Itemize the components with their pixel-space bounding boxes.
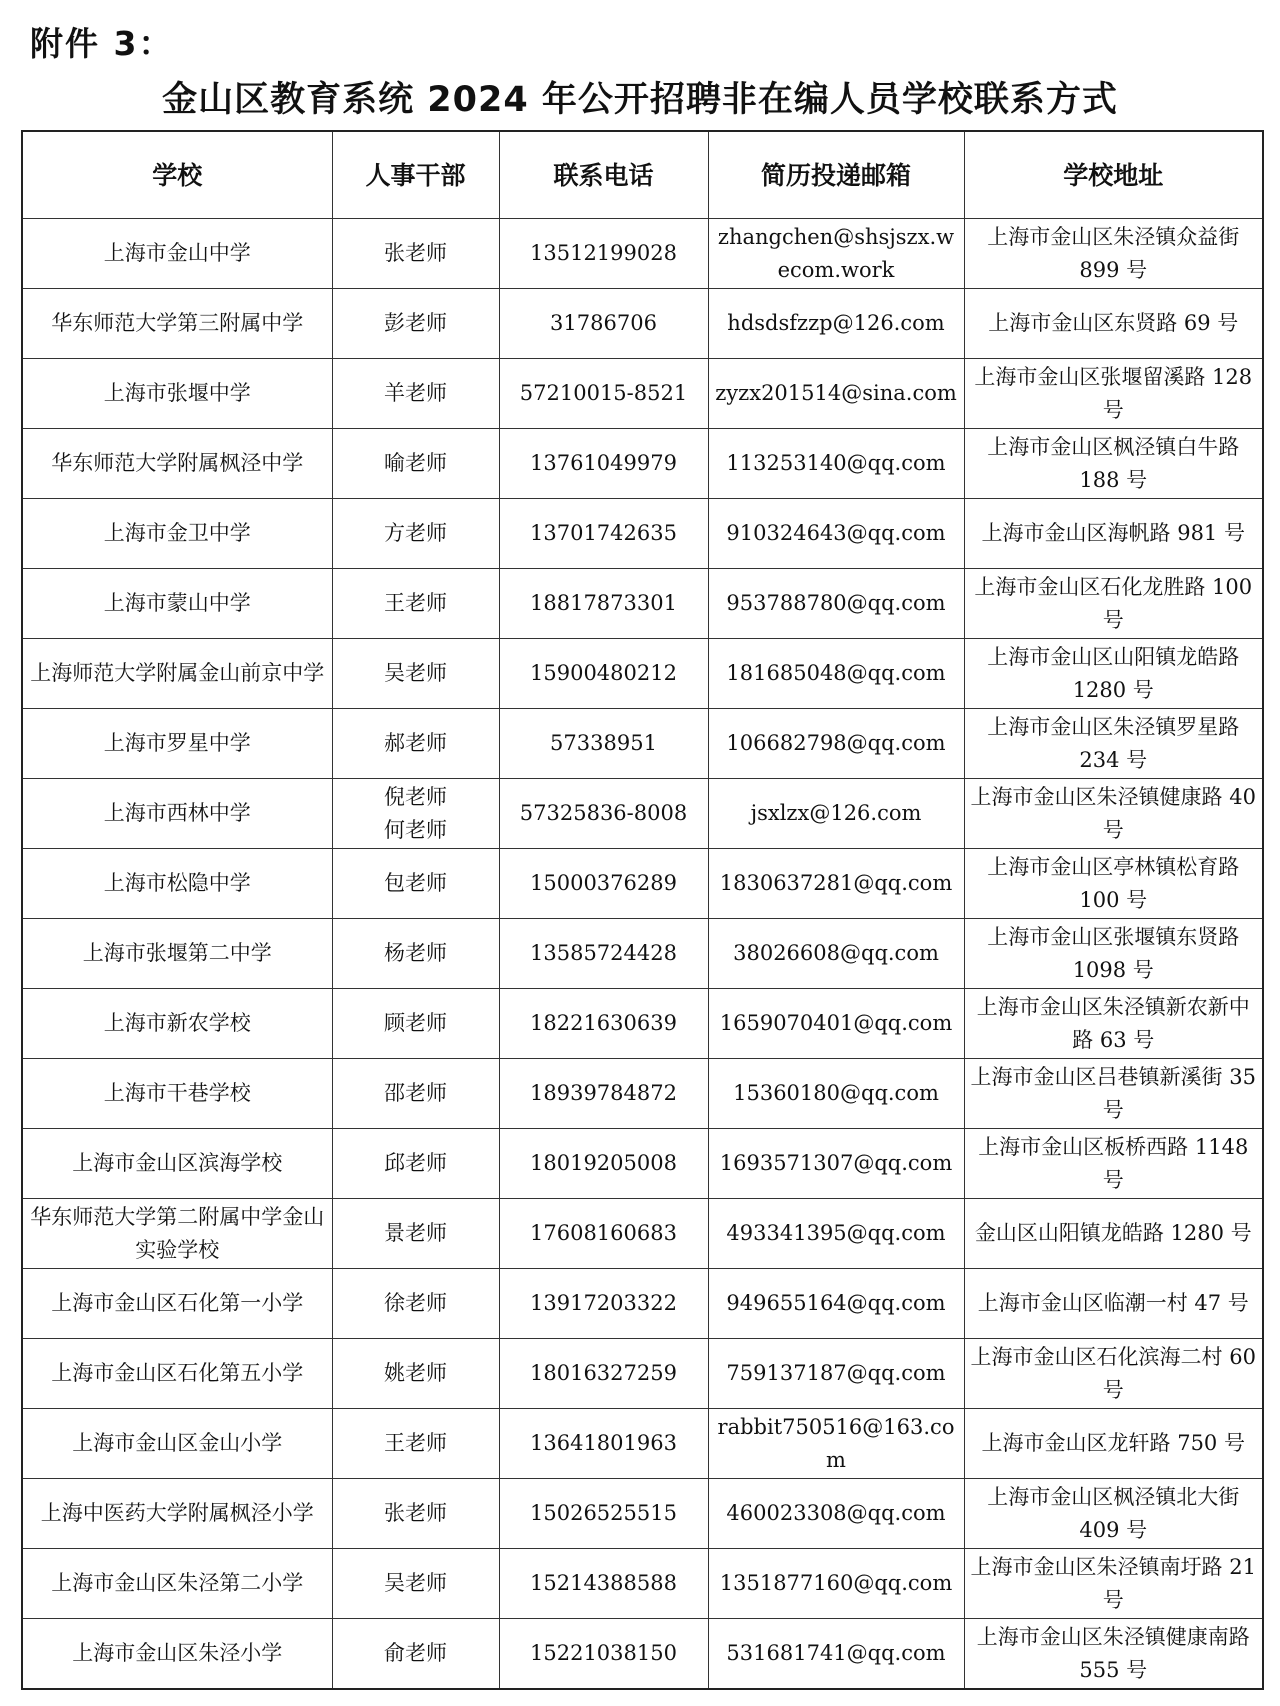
address-cell: 上海市金山区朱泾镇罗星路 234 号 (964, 709, 1263, 779)
email-cell: 949655164@qq.com (708, 1269, 964, 1339)
phone-cell: 18817873301 (499, 569, 708, 639)
staff-cell (332, 1059, 499, 1129)
email-cell: jsxlzx@126.com (708, 779, 964, 849)
school-cell: 上海市干巷学校 (22, 1059, 332, 1129)
address-cell: 上海市金山区枫泾镇白牛路 188 号 (964, 429, 1263, 499)
header-school: 学校 (22, 131, 332, 219)
staff-name: 羊老师 (384, 381, 447, 405)
email-cell: 953788780@qq.com (708, 569, 964, 639)
address-cell: 上海市金山区张堰留溪路 128 号 (964, 359, 1263, 429)
address-cell: 上海市金山区石化滨海二村 60 号 (964, 1339, 1263, 1409)
email-cell: 1693571307@qq.com (708, 1129, 964, 1199)
staff-cell (332, 499, 499, 569)
contacts-table (21, 130, 1264, 1690)
email-cell: 113253140@qq.com (708, 429, 964, 499)
table-row (22, 849, 1263, 919)
staff-name: 顾老师 (384, 1011, 447, 1035)
school-cell: 上海市金山区金山小学 (22, 1409, 332, 1479)
table-row (22, 569, 1263, 639)
staff-cell (332, 1549, 499, 1619)
header-staff: 人事干部 (332, 131, 499, 219)
phone-cell: 13512199028 (499, 219, 708, 289)
staff-cell (332, 1409, 499, 1479)
staff-name: 方老师 (384, 521, 447, 545)
staff-cell (332, 1199, 499, 1269)
phone-cell: 57210015-8521 (499, 359, 708, 429)
email-cell: 460023308@qq.com (708, 1479, 964, 1549)
table-row (22, 289, 1263, 359)
address-cell: 上海市金山区临潮一村 47 号 (964, 1269, 1263, 1339)
school-cell: 上海市金山区朱泾第二小学 (22, 1549, 332, 1619)
staff-name: 王老师 (384, 1431, 447, 1455)
staff-cell (332, 289, 499, 359)
table-row (22, 1409, 1263, 1479)
staff-name: 徐老师 (384, 1291, 447, 1315)
school-cell: 上海市蒙山中学 (22, 569, 332, 639)
email-cell: 1351877160@qq.com (708, 1549, 964, 1619)
table-row (22, 709, 1263, 779)
school-cell: 上海市金山中学 (22, 219, 332, 289)
email-cell: 181685048@qq.com (708, 639, 964, 709)
phone-cell: 57338951 (499, 709, 708, 779)
table-row (22, 219, 1263, 289)
school-cell: 华东师范大学附属枫泾中学 (22, 429, 332, 499)
address-cell: 上海市金山区朱泾镇新农新中路 63 号 (964, 989, 1263, 1059)
school-cell: 上海市罗星中学 (22, 709, 332, 779)
staff-name: 王老师 (384, 591, 447, 615)
phone-cell: 18019205008 (499, 1129, 708, 1199)
staff-cell (332, 429, 499, 499)
staff-cell (332, 1479, 499, 1549)
staff-name: 何老师 (384, 817, 447, 842)
staff-cell (332, 219, 499, 289)
table-body (22, 219, 1263, 1690)
staff-name: 俞老师 (384, 1641, 447, 1665)
staff-cell (332, 849, 499, 919)
phone-cell: 17608160683 (499, 1199, 708, 1269)
table-row (22, 779, 1263, 849)
phone-cell: 18939784872 (499, 1059, 708, 1129)
phone-cell: 15214388588 (499, 1549, 708, 1619)
phone-cell: 13585724428 (499, 919, 708, 989)
table-row (22, 639, 1263, 709)
table-row (22, 1339, 1263, 1409)
staff-cell (332, 709, 499, 779)
staff-cell (332, 989, 499, 1059)
staff-name: 吴老师 (384, 1571, 447, 1595)
phone-cell: 18016327259 (499, 1339, 708, 1409)
email-cell: 493341395@qq.com (708, 1199, 964, 1269)
phone-cell: 13761049979 (499, 429, 708, 499)
school-cell: 上海市金山区滨海学校 (22, 1129, 332, 1199)
phone-cell: 15000376289 (499, 849, 708, 919)
header-address: 学校地址 (964, 131, 1263, 219)
staff-cell (332, 1619, 499, 1690)
table-row (22, 989, 1263, 1059)
email-cell: zyzx201514@sina.com (708, 359, 964, 429)
staff-cell (332, 569, 499, 639)
staff-name: 倪老师 (384, 784, 447, 809)
school-cell: 上海市金山区朱泾小学 (22, 1619, 332, 1690)
email-cell: zhangchen@shsjszx.wecom.work (708, 219, 964, 289)
email-cell: 910324643@qq.com (708, 499, 964, 569)
email-cell: rabbit750516@163.com (708, 1409, 964, 1479)
school-cell: 上海市西林中学 (22, 779, 332, 849)
staff-cell (332, 1269, 499, 1339)
address-cell: 上海市金山区板桥西路 1148 号 (964, 1129, 1263, 1199)
address-cell: 上海市金山区亭林镇松育路 100 号 (964, 849, 1263, 919)
staff-cell (332, 639, 499, 709)
address-cell: 上海市金山区山阳镇龙皓路 1280 号 (964, 639, 1263, 709)
table-row (22, 1479, 1263, 1549)
table-row (22, 919, 1263, 989)
email-cell: 1659070401@qq.com (708, 989, 964, 1059)
staff-cell (332, 779, 499, 849)
staff-cell (332, 359, 499, 429)
school-cell: 上海师范大学附属金山前京中学 (22, 639, 332, 709)
phone-cell: 18221630639 (499, 989, 708, 1059)
school-cell: 上海市金卫中学 (22, 499, 332, 569)
email-cell: 38026608@qq.com (708, 919, 964, 989)
staff-name: 姚老师 (384, 1361, 447, 1385)
phone-cell: 13641801963 (499, 1409, 708, 1479)
staff-cell (332, 1129, 499, 1199)
staff-name: 邱老师 (384, 1151, 447, 1175)
table-row (22, 359, 1263, 429)
staff-name: 郝老师 (384, 731, 447, 755)
table-row (22, 1619, 1263, 1690)
address-cell: 上海市金山区朱泾镇南圩路 21 号 (964, 1549, 1263, 1619)
address-cell: 上海市金山区海帆路 981 号 (964, 499, 1263, 569)
address-cell: 金山区山阳镇龙皓路 1280 号 (964, 1199, 1263, 1269)
staff-name: 景老师 (384, 1221, 447, 1245)
table-header-row (22, 131, 1263, 219)
staff-name: 吴老师 (384, 661, 447, 685)
staff-name: 张老师 (384, 241, 447, 265)
school-cell: 上海市新农学校 (22, 989, 332, 1059)
address-cell: 上海市金山区张堰镇东贤路 1098 号 (964, 919, 1263, 989)
school-cell: 上海市张堰中学 (22, 359, 332, 429)
school-cell: 上海市金山区石化第一小学 (22, 1269, 332, 1339)
table-row (22, 1269, 1263, 1339)
staff-name: 邵老师 (384, 1081, 447, 1105)
staff-cell (332, 919, 499, 989)
table-row (22, 1549, 1263, 1619)
attachment-label: 附件 3： (30, 24, 174, 63)
school-cell: 上海市张堰第二中学 (22, 919, 332, 989)
staff-name: 张老师 (384, 1501, 447, 1525)
staff-name: 包老师 (384, 871, 447, 895)
phone-cell: 13917203322 (499, 1269, 708, 1339)
phone-cell: 15026525515 (499, 1479, 708, 1549)
school-cell: 上海市松隐中学 (22, 849, 332, 919)
school-cell: 上海中医药大学附属枫泾小学 (22, 1479, 332, 1549)
phone-cell: 15900480212 (499, 639, 708, 709)
address-cell: 上海市金山区龙轩路 750 号 (964, 1409, 1263, 1479)
address-cell: 上海市金山区朱泾镇众益街 899 号 (964, 219, 1263, 289)
table-row (22, 429, 1263, 499)
email-cell: 759137187@qq.com (708, 1339, 964, 1409)
phone-cell: 13701742635 (499, 499, 708, 569)
phone-cell: 31786706 (499, 289, 708, 359)
email-cell: 1830637281@qq.com (708, 849, 964, 919)
email-cell: hdsdsfzzp@126.com (708, 289, 964, 359)
address-cell: 上海市金山区石化龙胜路 100 号 (964, 569, 1263, 639)
school-cell: 上海市金山区石化第五小学 (22, 1339, 332, 1409)
address-cell: 上海市金山区朱泾镇健康路 40 号 (964, 779, 1263, 849)
phone-cell: 57325836-8008 (499, 779, 708, 849)
email-cell: 531681741@qq.com (708, 1619, 964, 1690)
school-cell: 华东师范大学第二附属中学金山实验学校 (22, 1199, 332, 1269)
page-title: 金山区教育系统 2024 年公开招聘非在编人员学校联系方式 (162, 80, 1118, 120)
email-cell: 15360180@qq.com (708, 1059, 964, 1129)
staff-cell (332, 1339, 499, 1409)
staff-name: 喻老师 (384, 451, 447, 475)
staff-name: 彭老师 (384, 311, 447, 335)
email-cell: 106682798@qq.com (708, 709, 964, 779)
address-cell: 上海市金山区朱泾镇健康南路 555 号 (964, 1619, 1263, 1690)
header-email: 简历投递邮箱 (708, 131, 964, 219)
address-cell: 上海市金山区吕巷镇新溪街 35 号 (964, 1059, 1263, 1129)
address-cell: 上海市金山区枫泾镇北大街 409 号 (964, 1479, 1263, 1549)
address-cell: 上海市金山区东贤路 69 号 (964, 289, 1263, 359)
table-row (22, 1199, 1263, 1269)
phone-cell: 15221038150 (499, 1619, 708, 1690)
header-phone: 联系电话 (499, 131, 708, 219)
school-cell: 华东师范大学第三附属中学 (22, 289, 332, 359)
table-row (22, 1129, 1263, 1199)
table-row (22, 1059, 1263, 1129)
table-row (22, 499, 1263, 569)
staff-name: 杨老师 (384, 941, 447, 965)
